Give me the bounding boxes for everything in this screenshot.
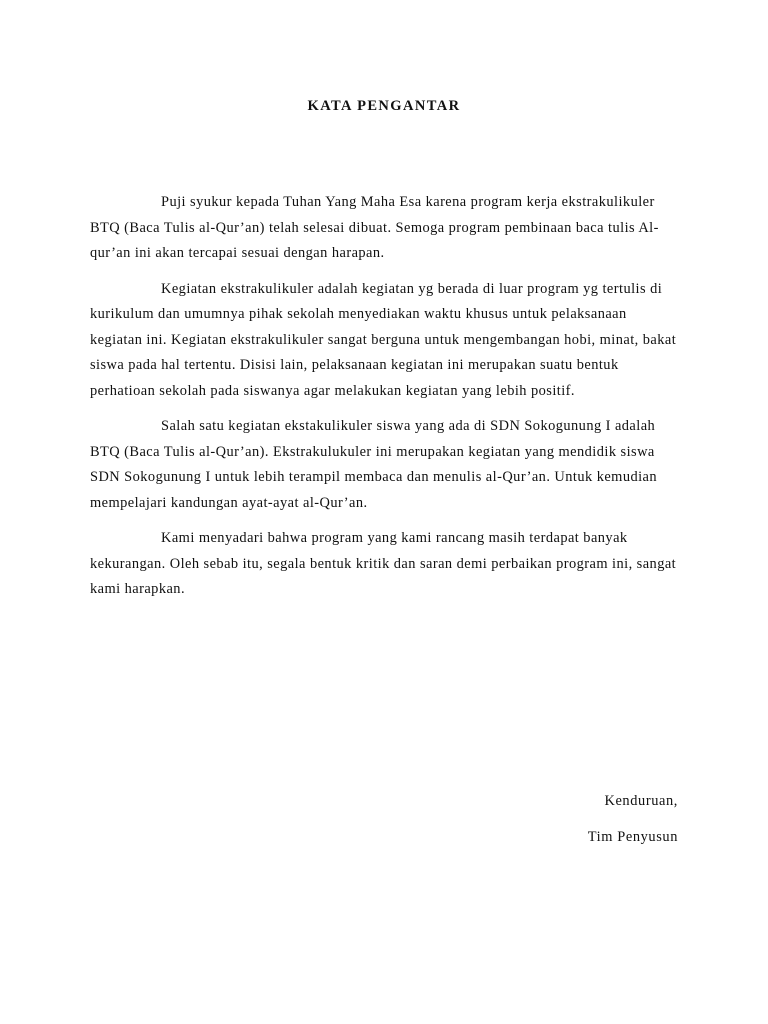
closing-place: Kenduruan, xyxy=(604,793,678,809)
paragraph-2: Kegiatan ekstrakulikuler adalah kegiatan yg berada di luar program yg tertulis di kurikulum dan umumnya pihak sekolah menyediakan waktu khusus untuk pelaksanaan kegiatan ini. Kegiatan ekstrakulikuler sangat berguna untuk mengembangan hobi, minat, bakat siswa pada hal tertentu. Disisi lain, pelaksanaan kegiatan ini merupakan suatu bentuk perhatioan sekolah pada siswanya agar melakukan kegiatan yang lebih positif. xyxy=(90,280,677,399)
paragraph-4: Kami menyadari bahwa program yang kami rancang masih terdapat banyak kekurangan. Oleh sebab itu, segala bentuk kritik dan saran demi perbaikan program ini, sangat kami harapkan. xyxy=(90,530,677,597)
paragraph-3: Salah satu kegiatan ekstakulikuler siswa yang ada di SDN Sokogunung I adalah BTQ (Baca Tulis al-Qur’an). Ekstrakulukuler ini merupakan kegiatan yang mendidik siswa SDN Sokogunung I untuk lebih terampil membaca dan menulis al-Qur’an. Untuk kemudian mempelajari kandungan ayat-ayat al-Qur’an. xyxy=(90,418,658,511)
page-title: KATA PENGANTAR xyxy=(307,98,461,114)
closing-author: Tim Penyusun xyxy=(587,829,678,845)
body-text xyxy=(90,190,682,613)
paragraph-1: Puji syukur kepada Tuhan Yang Maha Esa karena program kerja ekstrakulikuler BTQ (Baca Tulis al-Qur’an) telah selesai dibuat. Semoga program pembinaan baca tulis Al-qur’an ini akan tercapai sesuai dengan harapan. xyxy=(90,194,659,261)
